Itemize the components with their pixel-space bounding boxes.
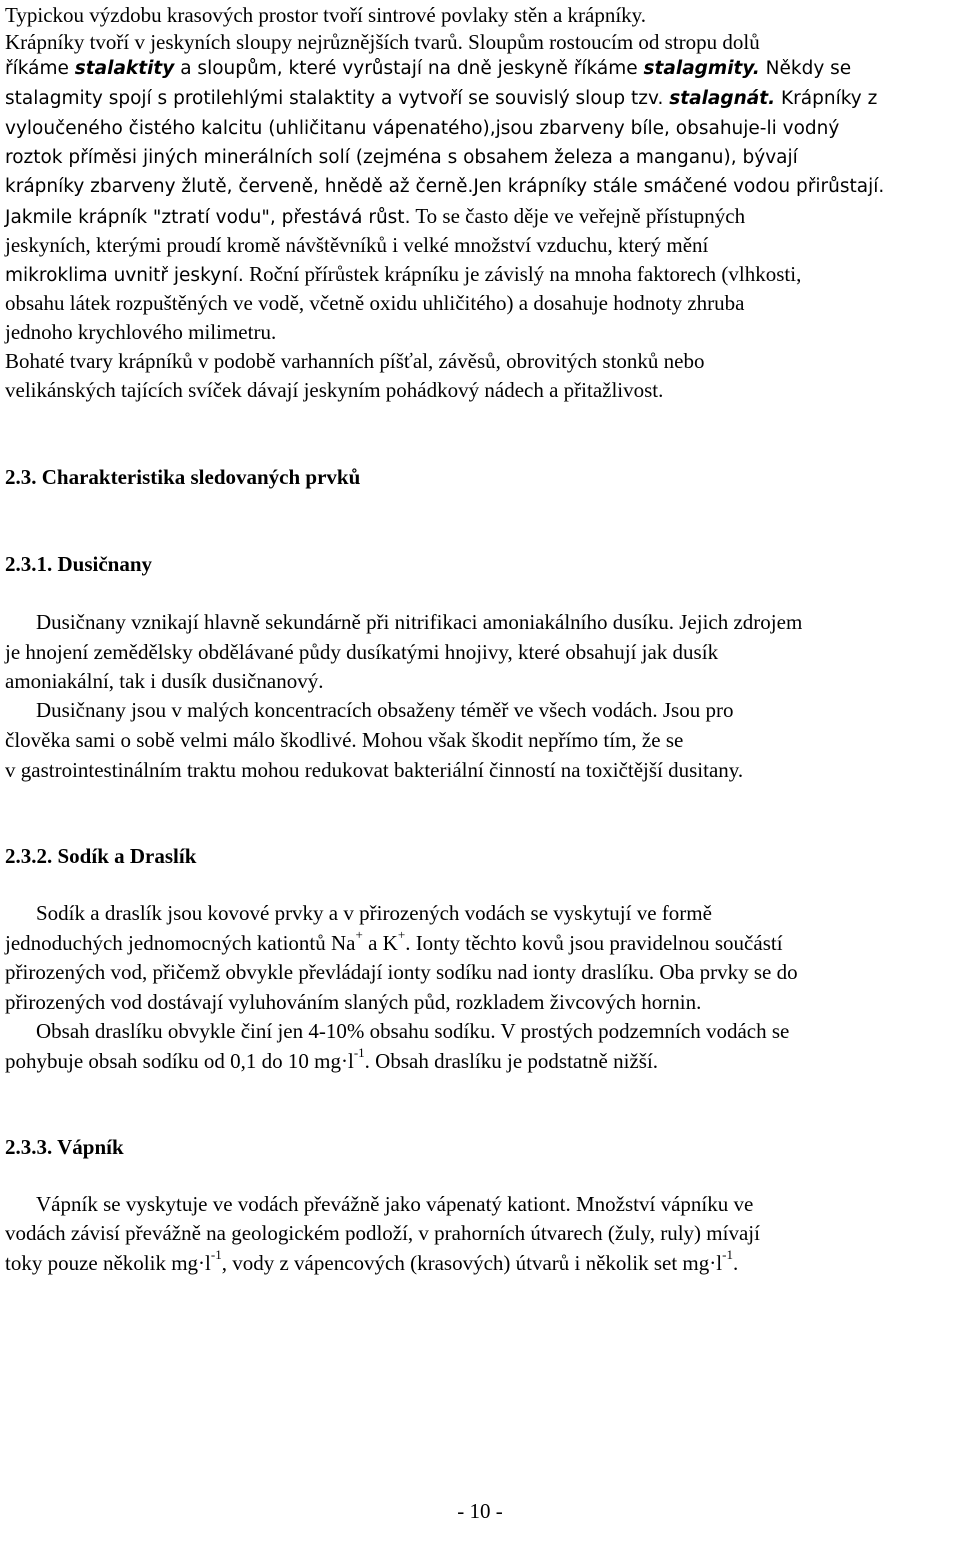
page-number: - 10 - [457,1499,503,1523]
text-line: Bohaté tvary krápníků v podobě varhanních píšťal, závěsů, obrovitých stonků nebo [5,349,705,373]
text-line: jednoho krychlového milimetru. [5,320,277,344]
text-line [5,84,877,114]
text-line: vodách závisí převážně na geologickém podloží, v prahorních útvarech (žuly, ruly) mívají [5,1221,760,1245]
text-line: amoniakální, tak i dusík dusičnanový. [5,669,324,693]
text-line: Dusičnany jsou v malých koncentracích obsaženy téměř ve všech vodách. Jsou pro [36,698,734,722]
text-run: a sloupům, které vyrůstají na dně jeskyně říkáme [174,58,644,79]
text-line: člověka sami o sobě velmi málo škodlivé. Mohou však škodit nepřímo tím, že se [5,728,684,752]
superscript: -1 [210,1247,222,1262]
superscript: + [355,927,363,942]
text-run: Někdy se [759,58,852,79]
text-run: stalagmity spojí s protilehlými stalaktity a vytvoří se souvislý sloup tzv. [5,88,670,109]
text-run: Krápníky z [775,88,878,109]
text-line: přirozených vod, přičemž obvykle převládají ionty sodíku nad ionty draslíku. Oba prvky se do [5,960,798,984]
section-heading-2-3-2: 2.3.2. Sodík a Draslík [5,844,197,868]
text-line: obsahu látek rozpuštěných ve vodě, včetně oxidu uhličitého) a dosahuje hodnoty zhruba [5,291,745,315]
section-heading-2-3: 2.3. Charakteristika sledovaných prvků [5,465,361,489]
superscript: + [397,927,406,942]
text-line [5,259,801,291]
text-run: , vody z vápencových (krasových) útvarů i několik set mg·l [221,1251,723,1275]
text-line: vyloučeného čistého kalcitu (uhličitanu vápenatého),jsou zbarveny bíle, obsahuje-li vodný [5,118,840,139]
text-run: . [732,1251,739,1275]
text-line [5,54,851,84]
text-line: je hnojení zemědělsky obdělávané půdy dusíkatými hnojivy, které obsahují jak dusík [5,640,719,664]
text-line: roztok příměsi jiných minerálních solí (zejména s obsahem železa a manganu), bývají [5,147,798,168]
text-run: říkáme [5,58,75,79]
text-line: Obsah draslíku obvykle činí jen 4-10% obsahu sodíku. V prostých podzemních vodách se [36,1019,790,1043]
section-heading-2-3-1: 2.3.1. Dusičnany [5,552,153,576]
text-line: Sodík a draslík jsou kovové prvky a v přirozených vodách se vyskytují ve formě [36,901,712,925]
term-stalagnat: stalagnát. [669,88,776,109]
text-line [5,201,745,233]
text-line: velikánských tajících svíček dávají jeskyním pohádkový nádech a přitažlivost. [5,378,664,402]
text-line [5,1248,738,1278]
text-run: To se často děje ve veřejně přístupných [410,204,746,228]
text-line: jeskyních, kterými proudí kromě návštěvníků i velké množství vzduchu, který mění [5,233,709,257]
text-run: jednoduchých jednomocných kationtů Na [5,931,356,955]
text-line: Vápník se vyskytuje ve vodách převážně jako vápenatý kationt. Množství vápníku ve [36,1192,754,1216]
text-line: krápníky zbarveny žlutě, červeně, hnědě až černě.Jen krápníky stále smáčené vodou přirůstají. [5,176,885,197]
text-run: Roční přírůstek krápníku je závislý na mnoha faktorech (vlhkosti, [243,262,802,286]
text-run: pohybuje obsah sodíku od 0,1 do 10 mg·l [5,1049,354,1073]
text-line: v gastrointestinálním traktu mohou redukovat bakteriální činností na toxičtější dusitany. [5,758,744,782]
superscript: -1 [722,1247,733,1262]
term-stalagmity: stalagmity. [643,58,760,79]
text-run: Jakmile krápník "ztratí vodu", přestává růst. [5,207,411,228]
text-run: toky pouze několik mg·l [5,1251,211,1275]
text-run: . Obsah draslíku je podstatně nižší. [364,1049,659,1073]
text-line: Typickou výzdobu krasových prostor tvoří sintrové povlaky stěn a krápníky. [5,3,647,27]
text-line: Krápníky tvoří v jeskyních sloupy nejrůznějších tvarů. Sloupům rostoucím od stropu dolů [5,30,760,54]
text-run: a K [362,931,398,955]
term-stalaktity: stalaktity [74,58,175,79]
superscript: -1 [353,1045,365,1060]
text-run: mikroklima uvnitř jeskyní. [5,265,244,286]
text-line: Dusičnany vznikají hlavně sekundárně při nitrifikaci amoniakálního dusíku. Jejich zdrojem [36,610,803,634]
text-line [5,1046,658,1076]
text-line [5,928,783,958]
text-run: . Ionty těchto kovů jsou pravidelnou součástí [405,931,783,955]
text-line: přirozených vod dostávají vyluhováním slaných půd, rozkladem živcových hornin. [5,990,702,1014]
section-heading-2-3-3: 2.3.3. Vápník [5,1135,124,1159]
